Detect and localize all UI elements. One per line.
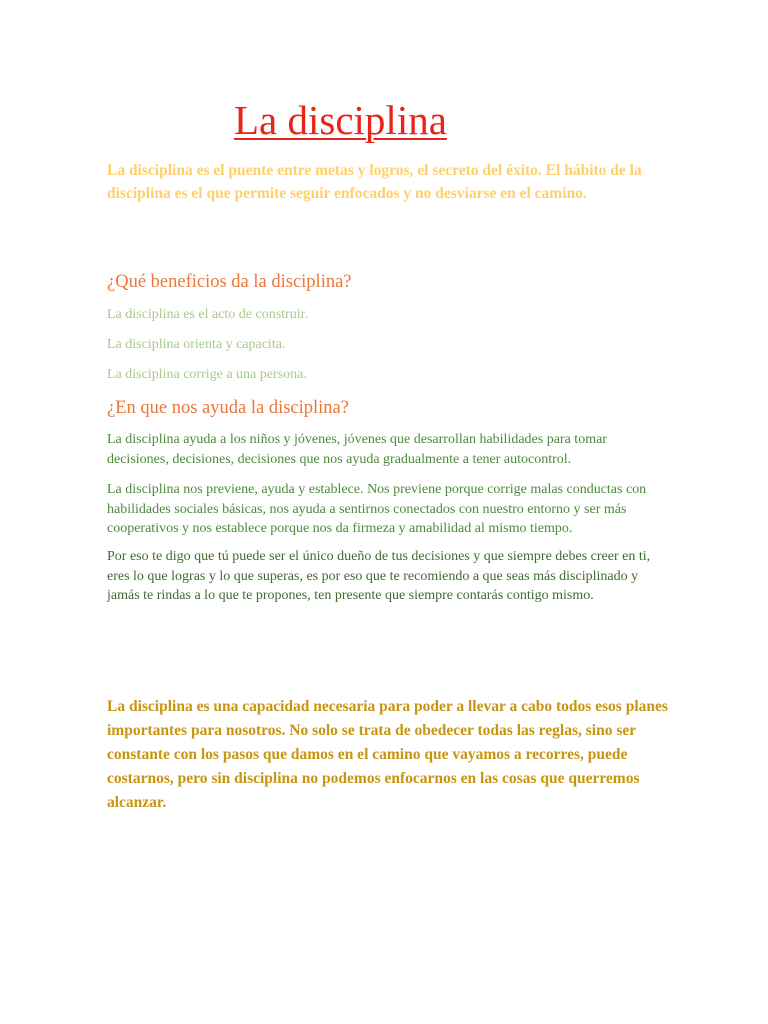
help-paragraph: La disciplina ayuda a los niños y jóvenes, jóvenes que desarrollan habilidades para tomar decisiones, decisiones, decisiones que nos ayuda gradualmente a tener autocontrol. bbox=[107, 432, 607, 467]
benefits-heading: ¿Qué beneficios da la disciplina? bbox=[107, 272, 352, 292]
intro-paragraph: La disciplina es el puente entre metas y logros, el secreto del éxito. El hábito de la disciplina es el que permite seguir enfocados y no desviarse en el camino. bbox=[107, 162, 642, 202]
benefit-item: La disciplina orienta y capacita. bbox=[107, 337, 286, 352]
closing-paragraph: La disciplina es una capacidad necesaria para poder a llevar a cabo todos esos planes importantes para nosotros. No solo se trata de obedecer todas las reglas, sino ser constante con los pasos que damos en el camino que vayamos a recorres, puede costarnos, pero sin disciplina no podemos enfocarnos en las cosas que querremos alcanzar. bbox=[107, 698, 668, 811]
benefit-item: La disciplina corrige a una persona. bbox=[107, 367, 307, 382]
help-paragraph: Por eso te digo que tú puede ser el único dueño de tus decisiones y que siempre debes creer en ti, eres lo que logras y lo que superas, es por eso que te recomiendo a que seas más disciplinado y jamás te rindas a lo que te propones, ten presente que siempre contarás contigo mismo. bbox=[107, 549, 651, 603]
page-title: La disciplina bbox=[234, 97, 447, 143]
help-paragraph: La disciplina nos previene, ayuda y establece. Nos previene porque corrige malas conductas con habilidades sociales básicas, nos ayuda a sentirnos conectados con nuestro entorno y ser más cooperativos y nos establece porque nos da firmeza y amabilidad al mismo tiempo. bbox=[107, 482, 647, 536]
help-heading: ¿En que nos ayuda la disciplina? bbox=[107, 398, 349, 418]
benefit-item: La disciplina es el acto de construir. bbox=[107, 307, 308, 322]
